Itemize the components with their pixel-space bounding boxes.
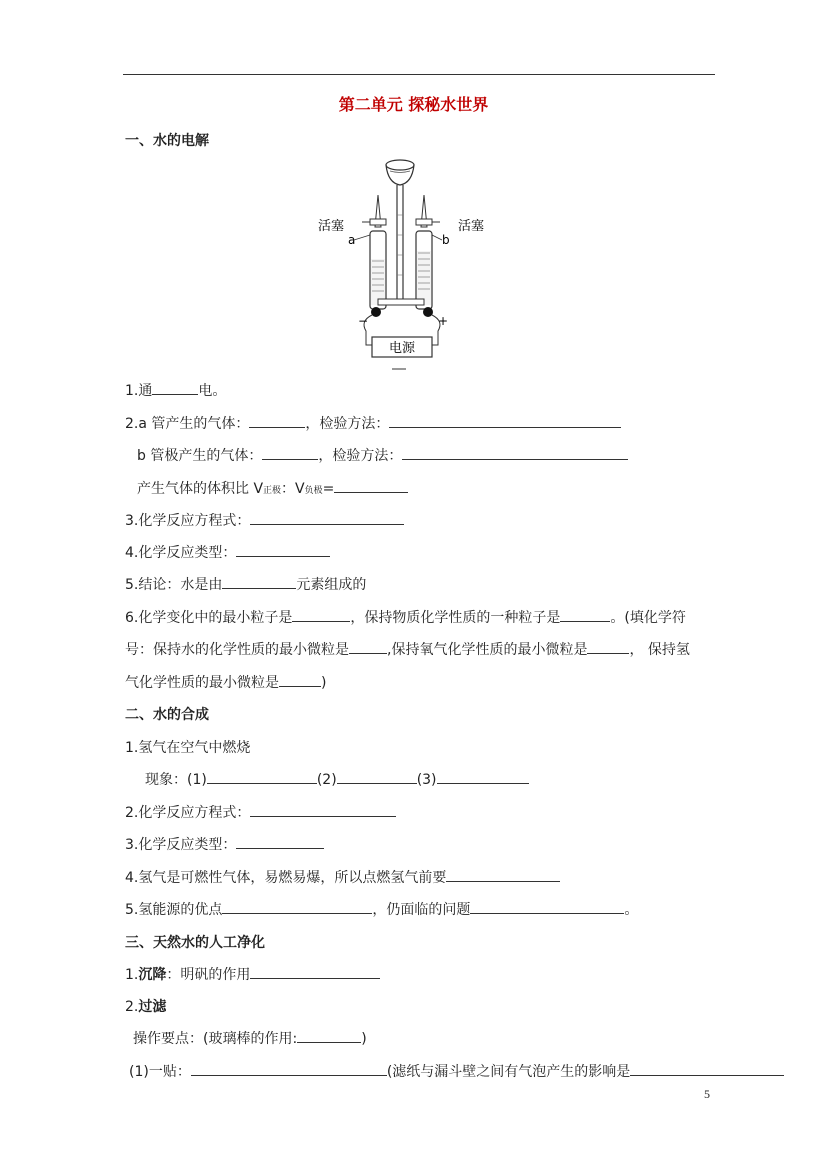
blank[interactable] <box>446 869 560 882</box>
header-rule <box>123 74 715 75</box>
blank[interactable] <box>250 804 396 817</box>
power-label: 电源 <box>388 341 416 356</box>
blank[interactable] <box>236 544 330 557</box>
blank[interactable] <box>236 836 324 849</box>
section-heading-synthesis: 二、水的合成 <box>125 707 209 723</box>
q1-3: 3.化学反应方程式： <box>125 510 404 530</box>
q1-6b: 号：保持水的化学性质的最小微粒是 ,保持氧气化学性质的最小微粒是 ， 保持氢 <box>125 642 690 658</box>
blank[interactable] <box>349 641 387 654</box>
blank[interactable] <box>250 966 380 979</box>
q2-5: 5.氢能源的优点 ，仍面临的问题 。 <box>125 902 639 918</box>
q2-2: 2.化学反应方程式： <box>125 802 396 822</box>
electrolysis-diagram <box>310 155 510 375</box>
q2-3: 3.化学反应类型： <box>125 834 324 854</box>
blank[interactable] <box>152 382 198 395</box>
q1-4: 4.化学反应类型： <box>125 542 330 562</box>
electrode-right <box>423 307 433 317</box>
q1-2: 2.a 管产生的气体： ，检验方法： <box>125 413 621 433</box>
q2-4: 4.氢气是可燃性气体，易燃易爆，所以点燃氢气前要 <box>125 867 560 887</box>
blank[interactable] <box>402 447 628 460</box>
blank[interactable] <box>337 771 417 784</box>
tube-a <box>362 195 386 309</box>
blank[interactable] <box>470 901 624 914</box>
blank[interactable] <box>292 609 350 622</box>
tube-b-label: b <box>442 233 450 247</box>
electrode-left <box>371 307 381 317</box>
q3-operation: 操作要点：(玻璃棒的作用: ) <box>133 1031 367 1047</box>
blank[interactable] <box>262 447 318 460</box>
blank[interactable] <box>389 415 621 428</box>
q1-ratio: 产生气体的体积比 V正极：V负极= <box>137 478 408 498</box>
page-title: 第二单元 探秘水世界 <box>338 95 489 114</box>
valve-right-label: 活塞 <box>458 219 485 234</box>
tube-b <box>416 195 440 309</box>
q2-phenomena: 现象：(1) (2) (3) <box>145 769 529 789</box>
blank[interactable] <box>630 1063 784 1076</box>
blank[interactable] <box>334 480 408 493</box>
blank[interactable] <box>297 1030 361 1043</box>
q3-1: 1.沉降：明矾的作用 <box>125 964 380 984</box>
blank[interactable] <box>191 1063 387 1076</box>
plus-sign: + <box>438 314 449 328</box>
page-number: 5 <box>704 1087 710 1101</box>
section-heading-purification: 三、天然水的人工净化 <box>125 935 265 951</box>
blank[interactable] <box>250 512 404 525</box>
tube-a-label: a <box>348 233 356 247</box>
reservoir-top <box>386 160 414 170</box>
section-heading-electrolysis: 一、水的电解 <box>125 133 209 149</box>
valve-left-label: 活塞 <box>318 219 345 234</box>
minus-sign: − <box>358 314 369 328</box>
blank[interactable] <box>437 771 529 784</box>
blank[interactable] <box>249 415 305 428</box>
blank[interactable] <box>207 771 317 784</box>
q2-1: 1.氢气在空气中燃烧 <box>125 740 251 756</box>
q3-tie: (1)一贴： (滤纸与漏斗壁之间有气泡产生的影响是 <box>129 1061 784 1081</box>
q3-2: 2.过滤 <box>125 999 167 1015</box>
blank[interactable] <box>222 901 372 914</box>
blank[interactable] <box>279 674 321 687</box>
q1-6a: 6.化学变化中的最小粒子是 ，保持物质化学性质的一种粒子是 。(填化学符 <box>125 610 686 626</box>
blank[interactable] <box>560 609 610 622</box>
q1-6c: 气化学性质的最小微粒是 ) <box>125 675 327 691</box>
blank[interactable] <box>222 576 296 589</box>
blank[interactable] <box>587 641 629 654</box>
q1-2b: b 管极产生的气体： ，检验方法： <box>137 445 628 465</box>
q1-5: 5.结论：水是由 元素组成的 <box>125 577 367 593</box>
q1-1: 1.通 电。 <box>125 383 227 399</box>
